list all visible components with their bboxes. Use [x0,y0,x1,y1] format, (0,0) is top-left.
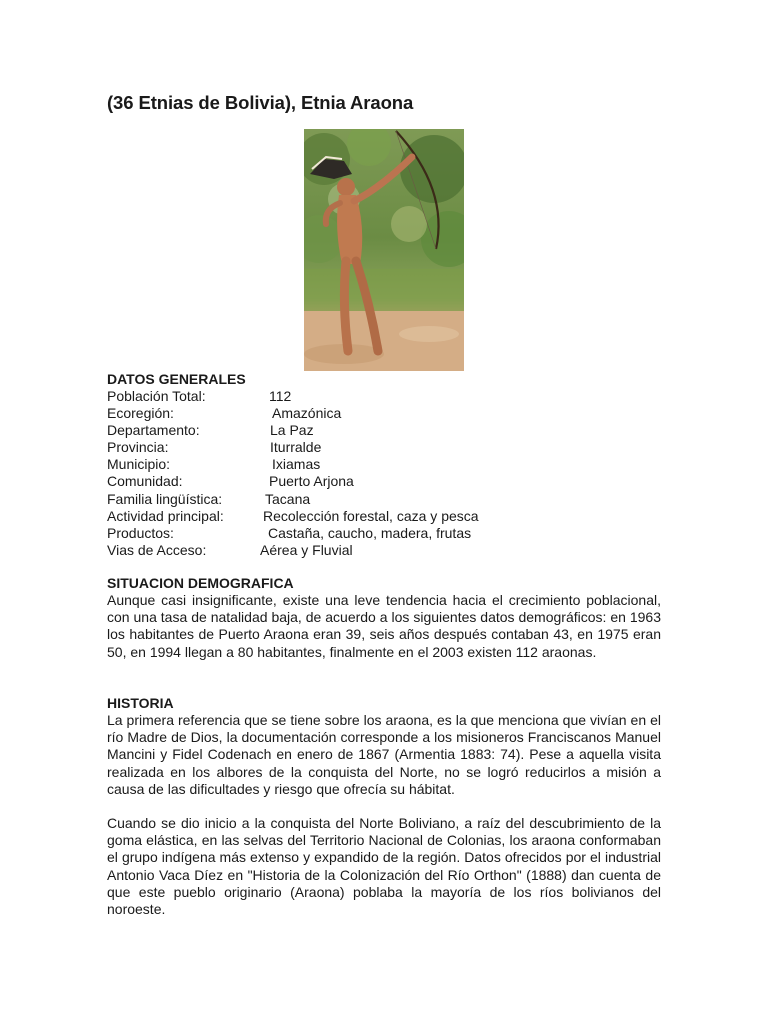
field-value: Tacana [265,490,311,507]
section-heading-historia: HISTORIA [107,695,174,711]
section-heading-datos-generales: DATOS GENERALES [107,371,246,387]
field-label: Actividad principal: [107,507,224,524]
field-value: Ixiamas [272,456,321,473]
field-label: Departamento: [107,422,200,439]
field-value: Castaña, caucho, madera, frutas [268,524,472,541]
historia-paragraph-1: La primera referencia que se tiene sobre los araona, es la que menciona que vivían en el río Madre de Dios, la documentación corresponde a los misioneros Franciscanos Manuel Mancini y Fidel Codenach en enero de 1867 (Armentia 1883: 74). Pese a aquella visita realizada en los albores de la conquista del Norte, no se logró reducirlos a misión a causa de las dificultades y riesgo que ofrecía su hábitat. [107,712,661,797]
archer-photo [304,129,464,371]
datos-generales-list [107,388,527,559]
field-row [107,388,527,405]
historia-paragraph-2: Cuando se dio inicio a la conquista del Norte Boliviano, a raíz del descubrimiento de la goma elástica, en las selvas del Territorio Nacional de Colonias, los araona conformaban el grupo indígena más extenso y expandido de la región. Datos ofrecidos por el industrial Antonio Vaca Díez en "Historia de la Colonización del Río Orthon" (1888) dan cuenta de que este pueblo originario (Araona) poblaba la mayoría de los ríos bolivianos del noroeste. [107,815,661,918]
section-heading-situacion-demografica: SITUACION DEMOGRAFICA [107,575,294,591]
field-row [107,525,527,542]
field-label: Ecoregión: [107,405,174,422]
field-value: Iturralde [270,439,322,456]
field-label: Vias de Acceso: [107,541,207,558]
field-label: Comunidad: [107,473,183,490]
field-value: Puerto Arjona [269,473,354,490]
field-row [107,422,527,439]
field-row [107,508,527,525]
field-label: Provincia: [107,439,169,456]
field-value: Amazónica [272,405,342,422]
field-label: Población Total: [107,388,206,404]
field-value: Recolección forestal, caza y pesca [263,507,479,524]
field-value: 112 [269,388,292,404]
field-value: Aérea y Fluvial [260,541,353,558]
field-label: Familia lingüística: [107,490,223,507]
field-row [107,473,527,490]
field-value: La Paz [270,422,314,439]
field-row [107,491,527,508]
field-label: Municipio: [107,456,171,473]
field-row [107,542,527,559]
field-row [107,456,527,473]
field-row [107,405,527,422]
page-title: (36 Etnias de Bolivia), Etnia Araona [107,92,414,113]
situacion-demografica-text: Aunque casi insignificante, existe una leve tendencia hacia el crecimiento poblacional, con una tasa de natalidad baja, de acuerdo a los siguientes datos demográficos: en 1963 los habitantes de Puerto Araona eran 39, seis años después contaban 43, en 1975 eran 50, en 1994 llegan a 80 habitantes, finalmente en el 2003 existen 112 araonas. [107,592,661,660]
field-label: Productos: [107,524,174,541]
field-row [107,439,527,456]
